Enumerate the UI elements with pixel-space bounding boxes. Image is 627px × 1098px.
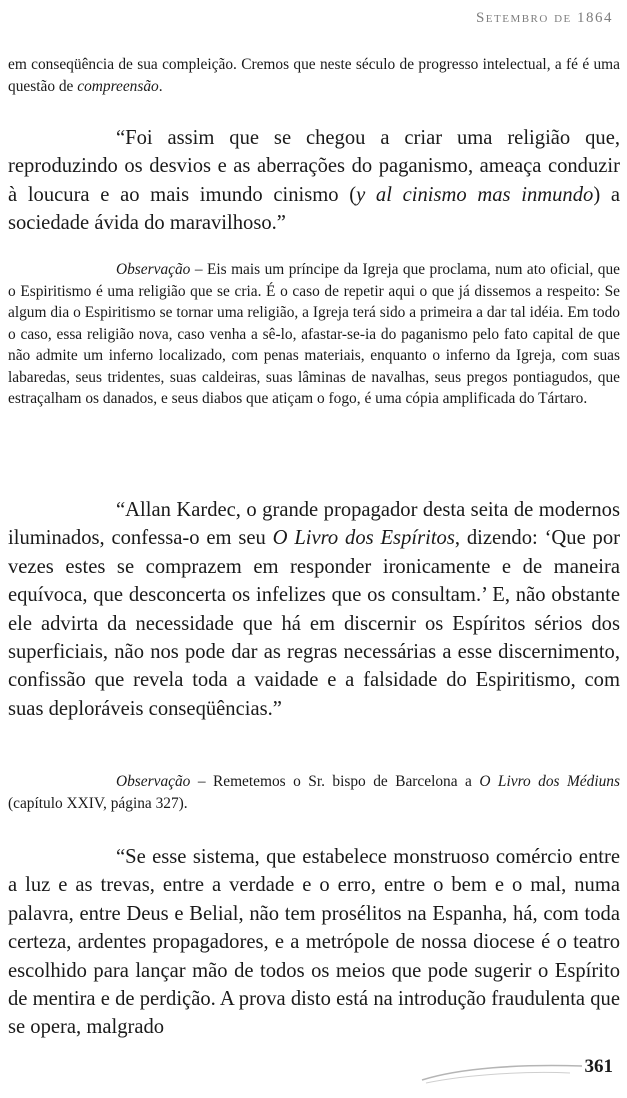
observation-paragraph [8,771,620,814]
decorative-swoosh-icon [420,1056,585,1086]
page-number: 361 [584,1056,613,1077]
quotation-text: “Foi assim que se chegou a criar uma religião que, reproduzindo os desvios e as aberrações do paganismo, ameaça conduzir à loucura e ao mais imundo cinismo ( [8,127,620,206]
quotation-text: ) a sociedade ávida do maravilhoso.” [8,183,620,235]
observation-label: Observação [116,261,191,278]
paragraph-text: . [158,77,163,95]
paragraph-text: em conseqüência de sua compleição. Cremos que neste século de progresso intelectual, a fé é uma questão de [8,56,620,95]
observation-text: – Eis mais um príncipe da Igreja que proclama, num ato oficial, que o Espiritismo é uma religião que se cria. É o caso de repetir aqui o que já dissemos a respeito: Se algum dia o Espiritismo se tornar uma religião, a Igreja terá sido a primeira a dar tal idéia. Em todo o caso, essa religião nova, caso venha a sê-lo, afastar-se-ia do paganismo pelo fato capital de que não admite um inferno localizado, com penas materiais, enquanto o inferno da Igreja, com suas labaredas, seus tridentes, suas caldeiras, suas lâminas de navalhas, seus pregos pontiagudos, que estraçalham os danados, e seus diabos que atiçam o fogo, é uma cópia amplificada do Tártaro. [8,261,620,407]
quotation-paragraph [8,843,620,1042]
observation-label: Observação [116,773,191,790]
observation-paragraph [8,259,620,410]
quotation-paragraph [8,124,620,238]
observation-text: (capítulo XXIV, página 327). [8,794,188,812]
emphasis-text: y al cinismo mas inmundo [356,183,594,206]
paragraph-continuation [8,54,620,97]
quotation-text: , dizendo: ‘Que por vezes estes se comprazem em responder ironicamente e de maneira equívoca, que desconcerta os infelizes que os consultam.’ E, não obstante ele advirta da necessidade que há em discernir os Espíritos sérios dos superficiais, não nos pode dar as regras necessárias a esse discernimento, confissão que revela toda a vaidade e a falsidade do Espiritismo, com suas deploráveis conseqüências.” [8,527,621,720]
observation-text: – Remetemos o Sr. bispo de Barcelona a [190,773,480,790]
book-title: O Livro dos Espíritos [272,527,455,550]
running-head: Setembro de 1864 [475,10,613,26]
quotation-text: “Se esse sistema, que estabelece monstruoso comércio entre a luz e as trevas, entre a verdade e o erro, entre o bem e o mal, numa palavra, entre Deus e Belial, não tem prosélitos na Espanha, há, com toda certeza, ardentes propagadores, e a metrópole de nossa diocese é o teatro escolhido para lançar mão de todos os meios que pode sugerir o Espírito de mentira e de perdição. A prova disto está na introdução fraudulenta que se opera, malgrado [8,846,620,1039]
quotation-text: “Allan Kardec, o grande propagador desta seita de modernos iluminados, confessa-o em seu [8,499,620,550]
emphasis-text: compreensão [77,77,159,95]
quotation-paragraph [8,496,620,723]
book-title: O Livro dos Médiuns [479,773,620,790]
